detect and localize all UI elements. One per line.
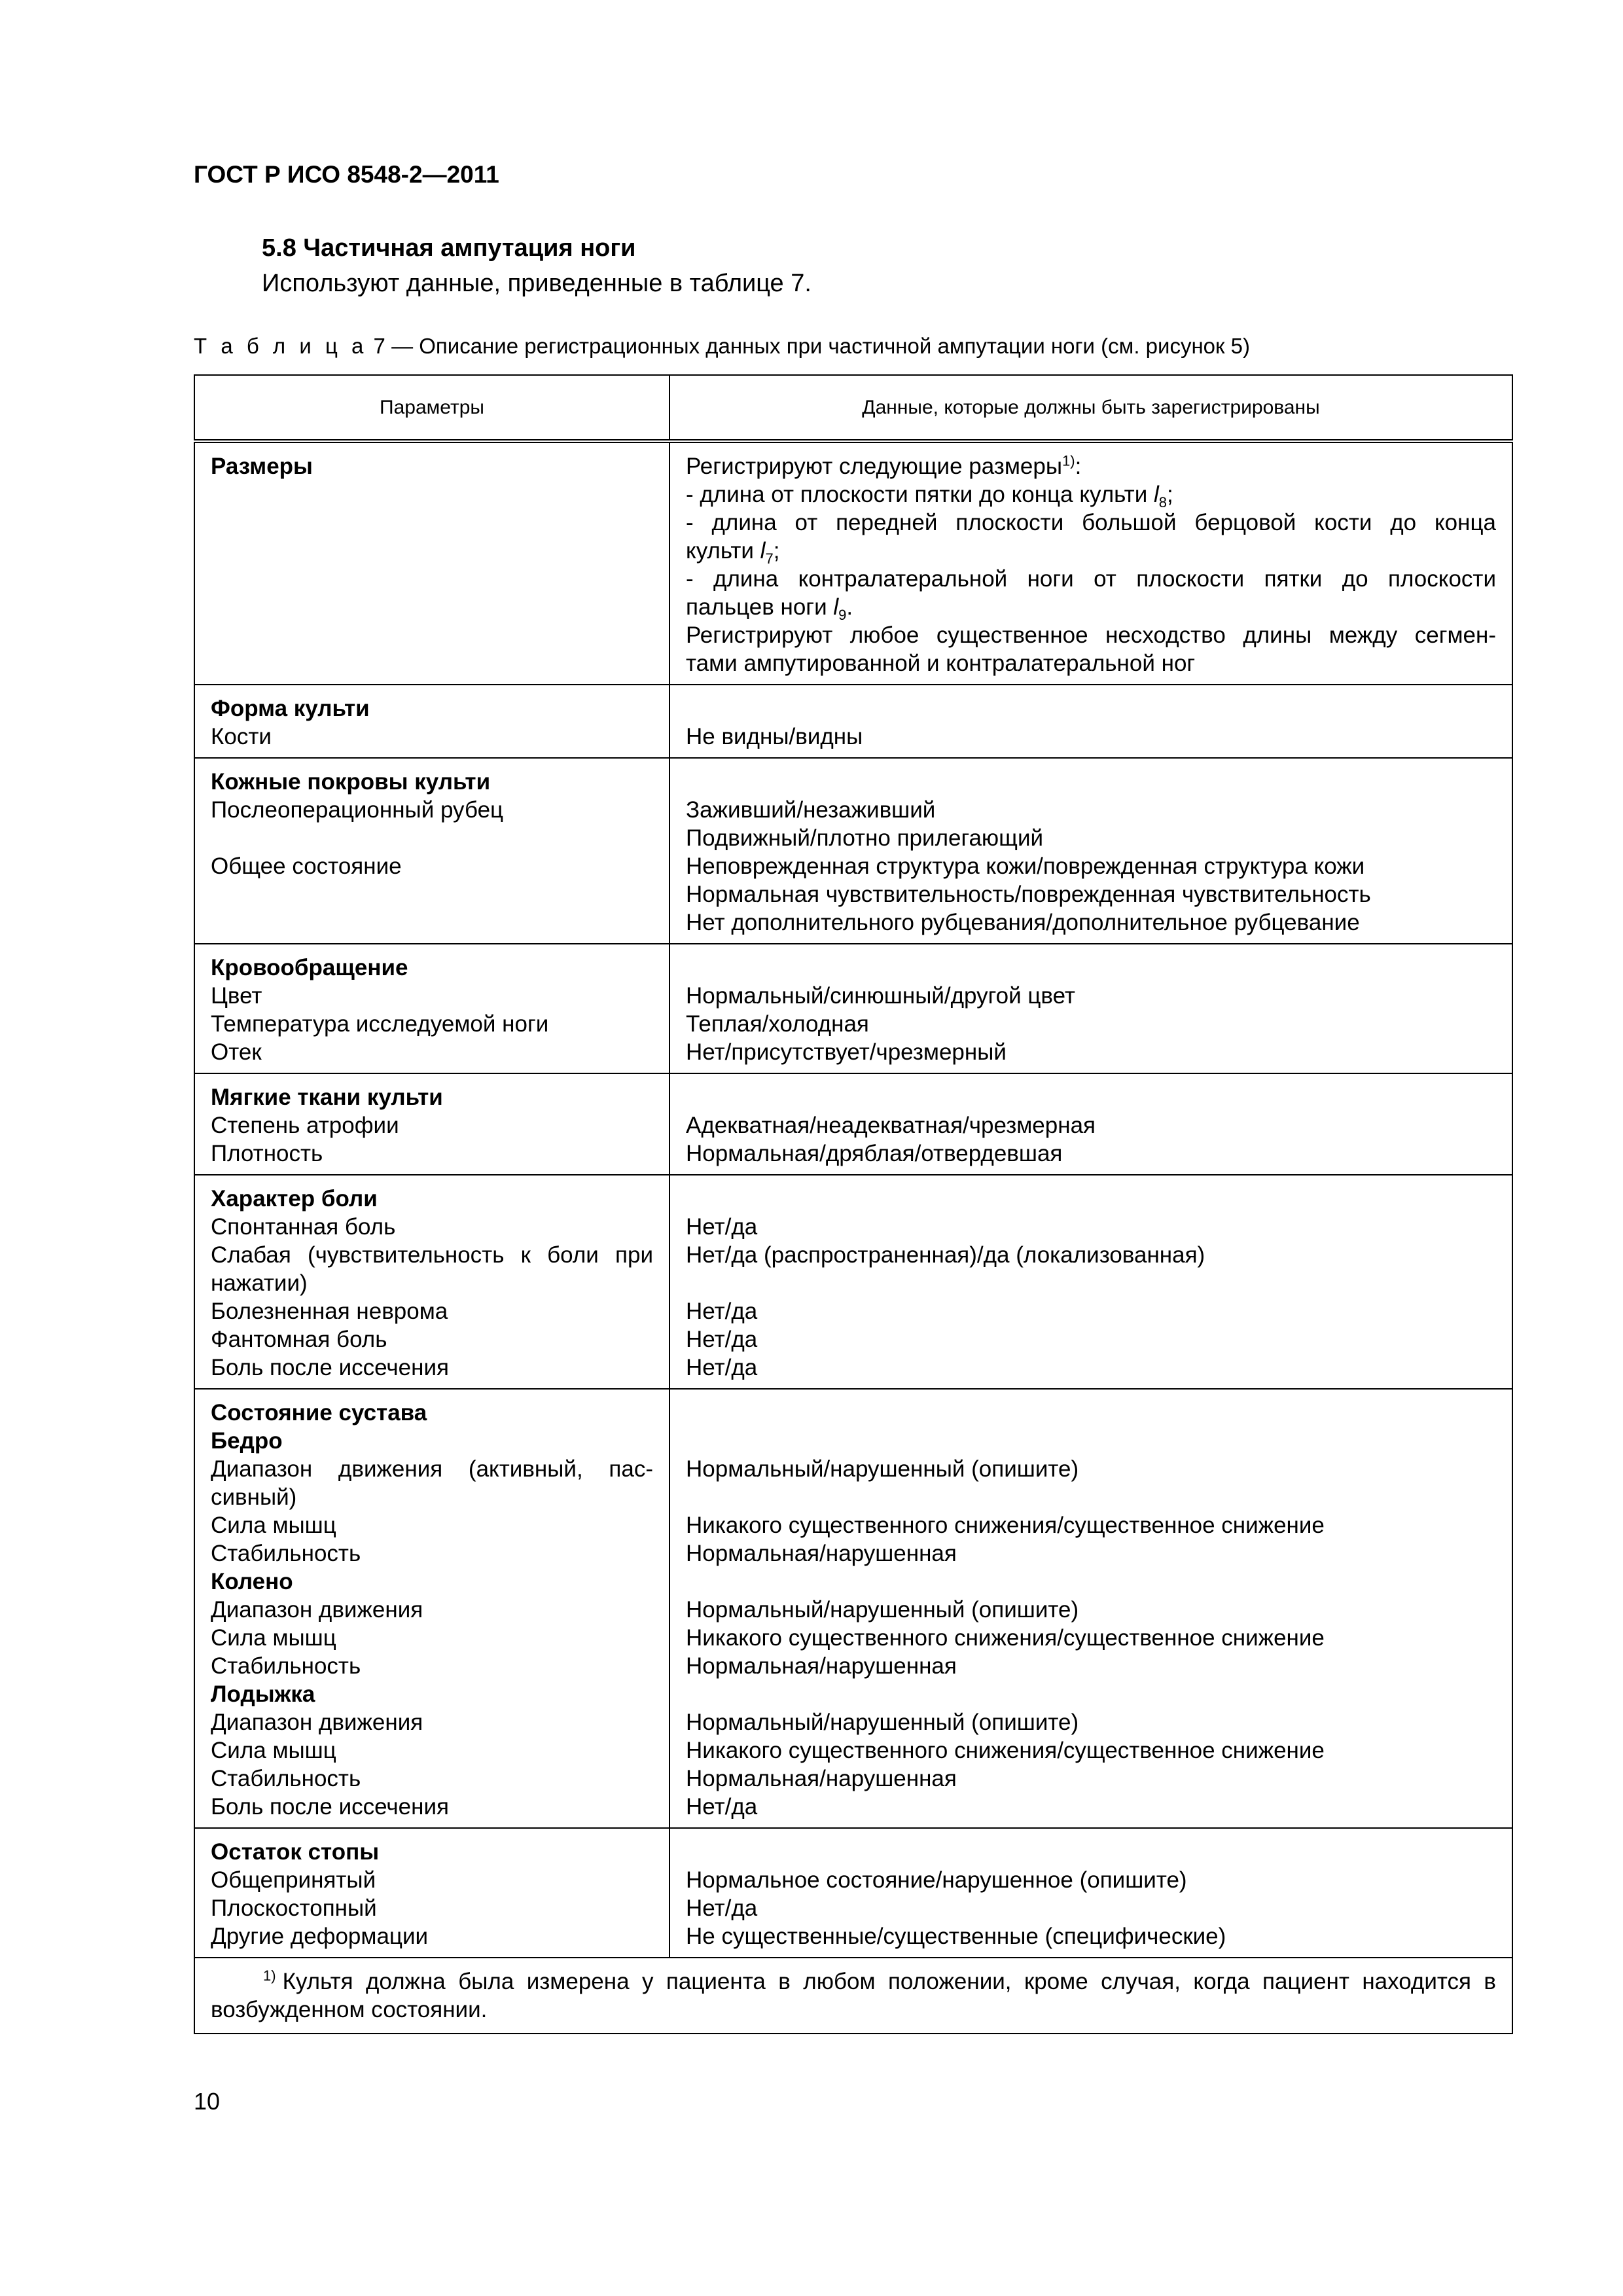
- value-line: Нормальная/нарушенная: [686, 1766, 957, 1791]
- param-cell: [194, 1389, 669, 1828]
- param-cell: [194, 441, 669, 685]
- variable-l: l: [833, 594, 839, 620]
- value-line: Нет/да: [686, 1895, 758, 1921]
- param-line: Сила мышц: [211, 1513, 336, 1538]
- value-line: Заживший/незаживший: [686, 797, 936, 823]
- param-line: Диапазон движения: [211, 1597, 423, 1623]
- footnote-ref: 1): [1062, 452, 1075, 469]
- value-line: [686, 768, 1496, 796]
- table-caption-label: Т а б л и ц а: [194, 334, 368, 358]
- table-row-foot-remnant: [194, 1828, 1512, 1958]
- column-header-parameters: Параметры: [194, 375, 669, 441]
- param-line: Стабильность: [211, 1541, 361, 1566]
- footnote-text: Культя должна была измерена у пациента в любом положении, кроме случая, когда пациент находится в возбужденном состоянии.: [211, 1969, 1496, 2022]
- param-line: сивный): [211, 1484, 297, 1510]
- value-text: :: [1075, 454, 1082, 479]
- value-cell: [669, 1073, 1512, 1175]
- param-line: Диапазон движения: [211, 1710, 423, 1735]
- value-line: [686, 1838, 1496, 1866]
- param-line: Температура исследуемой ноги: [211, 1011, 549, 1037]
- table-row-sizes: [194, 441, 1512, 685]
- value-line: тами ампутированной и контралатеральной ног: [686, 651, 1196, 676]
- value-line: [686, 1680, 1496, 1708]
- group-title: Форма культи: [211, 696, 370, 721]
- value-line: [686, 1269, 1496, 1297]
- table-caption: [194, 334, 1250, 359]
- param-line: Боль после иссечения: [211, 1355, 449, 1380]
- value-line: - длина контралатеральной ноги от плоскости пятки до плоскости: [686, 566, 1496, 592]
- value-line: [686, 593, 1496, 621]
- param-line: Стабильность: [211, 1766, 361, 1791]
- value-line: [686, 1185, 1496, 1213]
- value-line: [686, 694, 1496, 723]
- page-header-doc-id: ГОСТ Р ИСО 8548-2—2011: [194, 161, 499, 188]
- value-text: пальцев ноги: [686, 594, 834, 620]
- value-line: Не существенные/существенные (специфические): [686, 1924, 1226, 1949]
- group-title: Состояние сустава: [211, 1400, 427, 1426]
- value-line: [686, 1083, 1496, 1111]
- value-line: Не видны/видны: [686, 724, 863, 749]
- value-text: Регистрируют следующие размеры: [686, 454, 1063, 479]
- table-row-circulation: [194, 944, 1512, 1073]
- value-line: [686, 1427, 1496, 1455]
- param-line: [211, 824, 653, 852]
- section-intro: Используют данные, приведенные в таблице 7.: [262, 270, 812, 297]
- group-title: Характер боли: [211, 1186, 378, 1211]
- param-line: Сила мышц: [211, 1625, 336, 1651]
- value-cell: [669, 758, 1512, 944]
- value-cell: [669, 441, 1512, 685]
- param-line: Сила мышц: [211, 1738, 336, 1763]
- footnote-cell: [194, 1958, 1512, 2034]
- param-line: Кости: [211, 724, 272, 749]
- column-header-data: Данные, которые должны быть зарегистрированы: [669, 375, 1512, 441]
- param-line: Стабильность: [211, 1653, 361, 1679]
- value-line: Нормальная чувствительность/поврежденная чувствительность: [686, 882, 1371, 907]
- value-line: [686, 954, 1496, 982]
- param-line: Болезненная неврома: [211, 1299, 448, 1324]
- value-line: Регистрируют любое существенное несходство длины между сегмен-: [686, 622, 1496, 648]
- param-line: Цвет: [211, 983, 262, 1009]
- param-line: Отек: [211, 1039, 262, 1065]
- param-line: Боль после иссечения: [211, 1794, 449, 1820]
- value-line: Адекватная/неадекватная/чрезмерная: [686, 1113, 1096, 1138]
- subgroup-title: Бедро: [211, 1428, 283, 1454]
- param-line: Другие деформации: [211, 1924, 429, 1949]
- subgroup-title: Лодыжка: [211, 1681, 315, 1707]
- subgroup-title: Колено: [211, 1569, 293, 1594]
- value-line: Нет/да: [686, 1794, 758, 1820]
- table-row-joint: [194, 1389, 1512, 1828]
- param-line: Плотность: [211, 1141, 323, 1166]
- data-table: [194, 374, 1513, 2034]
- param-cell: [194, 758, 669, 944]
- param-line: Спонтанная боль: [211, 1214, 396, 1240]
- param-cell: [194, 1828, 669, 1958]
- group-title: Кожные покровы культи: [211, 769, 491, 795]
- value-line: Никакого существенного снижения/существенное снижение: [686, 1513, 1325, 1538]
- value-line: [686, 1483, 1496, 1511]
- value-line: Нет/присутствует/чрезмерный: [686, 1039, 1007, 1065]
- group-title: Размеры: [211, 454, 313, 479]
- value-cell: [669, 685, 1512, 758]
- param-line: Общепринятый: [211, 1867, 376, 1893]
- table-row-soft-tissue: [194, 1073, 1512, 1175]
- value-line: Нет/да (распространенная)/да (локализованная): [686, 1242, 1205, 1268]
- value-line: [686, 1568, 1496, 1596]
- param-line: нажатии): [211, 1270, 308, 1296]
- value-line: Никакого существенного снижения/существенное снижение: [686, 1625, 1325, 1651]
- table-caption-text: 7 — Описание регистрационных данных при частичной ампутации ноги (см. рисунок 5): [367, 334, 1250, 358]
- param-line: Степень атрофии: [211, 1113, 399, 1138]
- param-line: Диапазон движения (активный, пас-: [211, 1456, 653, 1482]
- table-row-skin: [194, 758, 1512, 944]
- value-line: Нет/да: [686, 1355, 758, 1380]
- param-cell: [194, 685, 669, 758]
- variable-subscript: 7: [765, 550, 774, 567]
- variable-subscript: 9: [838, 607, 847, 623]
- value-line: Нормальный/нарушенный (опишите): [686, 1597, 1079, 1623]
- param-line: Плоскостопный: [211, 1895, 377, 1921]
- value-line: [686, 452, 1496, 480]
- variable-l: l: [1154, 482, 1159, 507]
- value-line: Подвижный/плотно прилегающий: [686, 825, 1044, 851]
- param-line: Фантомная боль: [211, 1327, 387, 1352]
- value-line: [686, 537, 1496, 565]
- value-text: ;: [773, 538, 780, 564]
- param-cell: [194, 1175, 669, 1389]
- value-line: Нормальный/нарушенный (опишите): [686, 1710, 1079, 1735]
- value-cell: [669, 1828, 1512, 1958]
- value-line: Нет/да: [686, 1214, 758, 1240]
- value-text: ;: [1167, 482, 1173, 507]
- value-line: Нормальный/нарушенный (опишите): [686, 1456, 1079, 1482]
- table-row-stump-shape: [194, 685, 1512, 758]
- value-cell: [669, 1389, 1512, 1828]
- value-line: Нормальная/нарушенная: [686, 1541, 957, 1566]
- value-line: - длина от передней плоскости большой берцовой кости до конца: [686, 510, 1496, 535]
- variable-l: l: [760, 538, 766, 564]
- footnote-mark: 1): [263, 1967, 276, 1984]
- value-line: Нет дополнительного рубцевания/дополнительное рубцевание: [686, 910, 1360, 935]
- group-title: Остаток стопы: [211, 1839, 380, 1865]
- param-cell: [194, 1073, 669, 1175]
- value-line: Нормальная/дряблая/отвердевшая: [686, 1141, 1063, 1166]
- value-line: Нормальная/нарушенная: [686, 1653, 957, 1679]
- group-title: Кровообращение: [211, 955, 408, 980]
- value-line: Неповрежденная структура кожи/поврежденная структура кожи: [686, 853, 1365, 879]
- section-heading: 5.8 Частичная ампутация ноги: [262, 234, 636, 262]
- table-header-row: [194, 375, 1512, 441]
- param-line: Общее состояние: [211, 853, 402, 879]
- table-row-footnote: [194, 1958, 1512, 2034]
- param-line: Послеоперационный рубец: [211, 797, 504, 823]
- table-row-pain: [194, 1175, 1512, 1389]
- value-line: Нормальное состояние/нарушенное (опишите): [686, 1867, 1187, 1893]
- value-line: [686, 480, 1496, 509]
- value-cell: [669, 944, 1512, 1073]
- value-line: Теплая/холодная: [686, 1011, 869, 1037]
- value-line: Нормальный/синюшный/другой цвет: [686, 983, 1075, 1009]
- value-text: культи: [686, 538, 760, 564]
- value-cell: [669, 1175, 1512, 1389]
- variable-subscript: 8: [1158, 494, 1168, 511]
- value-text: .: [846, 594, 853, 620]
- page-number: 10: [194, 2088, 221, 2115]
- param-cell: [194, 944, 669, 1073]
- param-line: Слабая (чувствительность к боли при: [211, 1242, 653, 1268]
- value-line: Нет/да: [686, 1327, 758, 1352]
- group-title: Мягкие ткани культи: [211, 1085, 443, 1110]
- value-line: Никакого существенного снижения/существенное снижение: [686, 1738, 1325, 1763]
- value-line: [686, 1399, 1496, 1427]
- value-line: Нет/да: [686, 1299, 758, 1324]
- value-text: - длина от плоскости пятки до конца культи: [686, 482, 1154, 507]
